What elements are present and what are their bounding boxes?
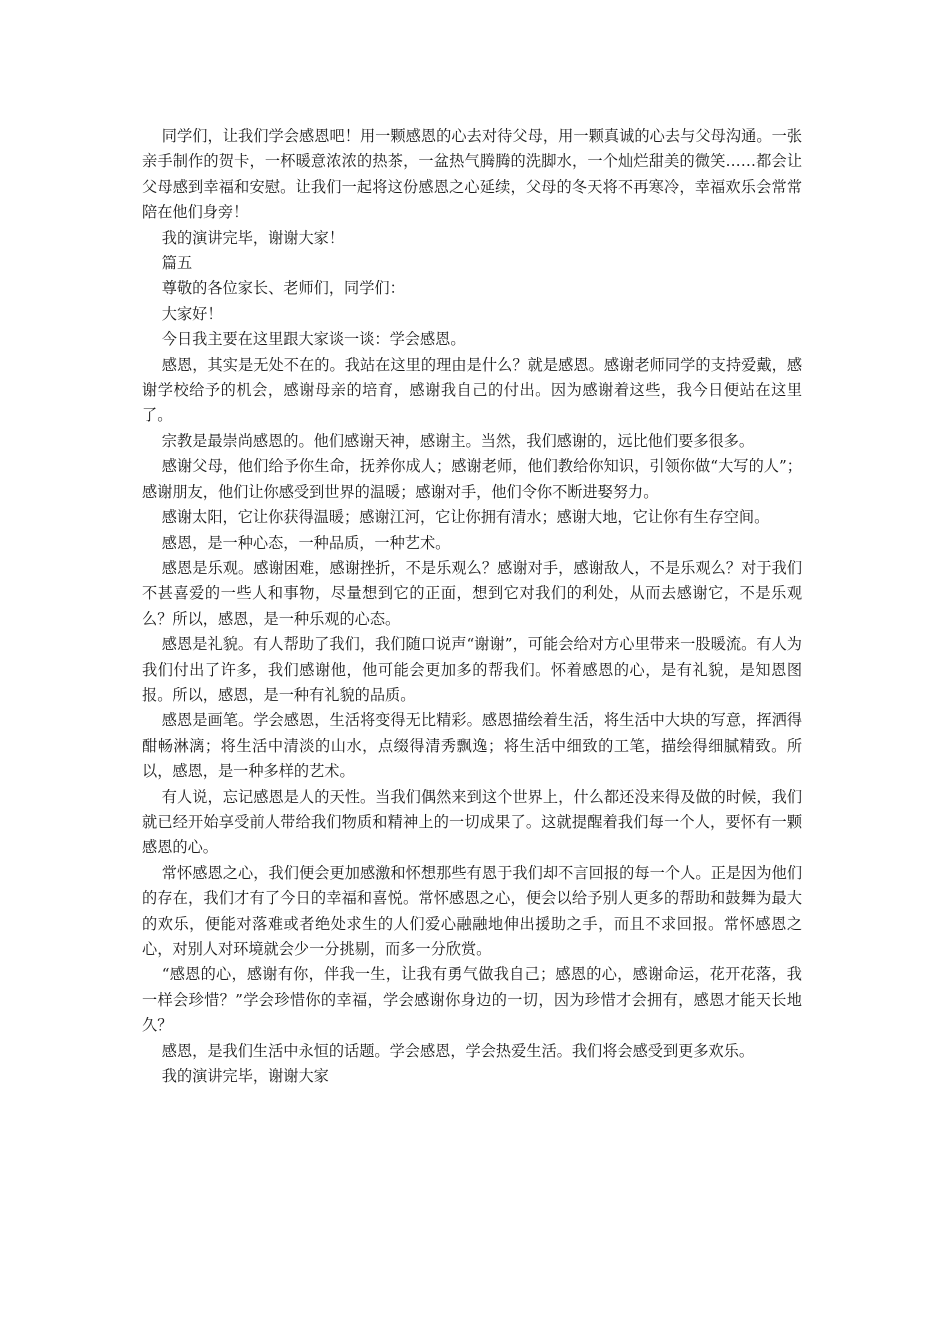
paragraph: 我的演讲完毕，谢谢大家！: [161, 228, 344, 247]
paragraph: 感恩，是一种心态，一种品质，一种艺术。: [161, 533, 451, 552]
paragraph: 今日我主要在这里跟大家谈一谈：学会感恩。: [161, 330, 466, 349]
paragraph: 同学们，让我们学会感恩吧！用一颗感恩的心去对待父母，用一颗真诚的心去与父母沟通。一张亲手制作的贺卡，一杯暖意浓浓的热茶，一盆热气腾腾的洗脚水，一个灿烂甜美的微笑……都会让父母感到幸福和安慰。让我们一起将这份感恩之心延续，父母的冬天将不再寒冷，幸福欢乐会常常陪在他们身旁！: [142, 127, 802, 222]
paragraph: 感谢太阳，它让你获得温暖；感谢江河，它让你拥有清水；感谢大地，它让你有生存空间。: [161, 508, 770, 527]
paragraph: 感恩是礼貌。有人帮助了我们，我们随口说声“谢谢”，可能会给对方心里带来一股暖流。有人为我们付出了许多，我们感谢他，他可能会更加多的帮我们。怀着感恩的心，是有礼貌，是知恩图报。所以，感恩，是一种有礼貌的品质。: [142, 635, 802, 704]
salutation: 尊敬的各位家长、老师们，同学们：: [161, 279, 405, 298]
greeting: 大家好！: [161, 304, 223, 323]
paragraph: “感恩的心，感谢有你，伴我一生，让我有勇气做我自己；感恩的心，感谢命运，花开花落，我一样会珍惜？”学会珍惜你的幸福，学会感谢你身边的一切，因为珍惜才会拥有，感恩才能天长地久？: [142, 965, 802, 1035]
paragraph: 有人说，忘记感恩是人的天性。当我们偶然来到这个世界上，什么都还没来得及做的时候，我们就已经开始享受前人带给我们物质和精神上的一切成果了。这就提醒着我们每一个人，要怀有一颗感恩的心。: [142, 787, 802, 857]
closing-line: 我的演讲完毕，谢谢大家: [161, 1067, 329, 1086]
paragraph: 感恩，其实是无处不在的。我站在这里的理由是什么？就是感恩。感谢老师同学的支持爱戴，感谢学校给予的机会，感谢母亲的培育，感谢我自己的付出。因为感谢着这些，我今日便站在这里了。: [142, 355, 802, 425]
paragraph: 常怀感恩之心，我们便会更加感激和怀想那些有恩于我们却不言回报的每一个人。正是因为他们的存在，我们才有了今日的幸福和喜悦。常怀感恩之心，便会以给予别人更多的帮助和鼓舞为最大的欢乐，便能对落难或者绝处求生的人们爱心融融地伸出援助之手，而且不求回报。常怀感恩之心，对别人对环境就会少一分挑剔，而多一分欣赏。: [142, 863, 802, 958]
document-body: [142, 124, 802, 1089]
paragraph: 感恩是画笔。学会感恩，生活将变得无比精彩。感恩描绘着生活，将生活中大块的写意，挥洒得酣畅淋漓；将生活中清淡的山水，点缀得清秀飘逸；将生活中细致的工笔，描绘得细腻精致。所以，感恩，是一种多样的艺术。: [142, 711, 802, 781]
paragraph: 感恩，是我们生活中永恒的话题。学会感恩，学会热爱生活。我们将会感受到更多欢乐。: [161, 1041, 755, 1060]
paragraph: 宗教是最崇尚感恩的。他们感谢天神，感谢主。当然，我们感谢的，远比他们要多很多。: [161, 431, 755, 450]
section-heading: 篇五: [161, 254, 193, 273]
paragraph: 感恩是乐观。感谢困难，感谢挫折，不是乐观么？感谢对手，感谢敌人，不是乐观么？对于我们不甚喜爱的一些人和事物，尽量想到它的正面，想到它对我们的利处，从而去感谢它，不是乐观么？所以，感恩，是一种乐观的心态。: [142, 558, 802, 628]
paragraph: 感谢父母，他们给予你生命，抚养你成人；感谢老师，他们教给你知识，引领你做“大写的人”；感谢朋友，他们让你感受到世界的温暖；感谢对手，他们令你不断进娶努力。: [142, 457, 802, 501]
